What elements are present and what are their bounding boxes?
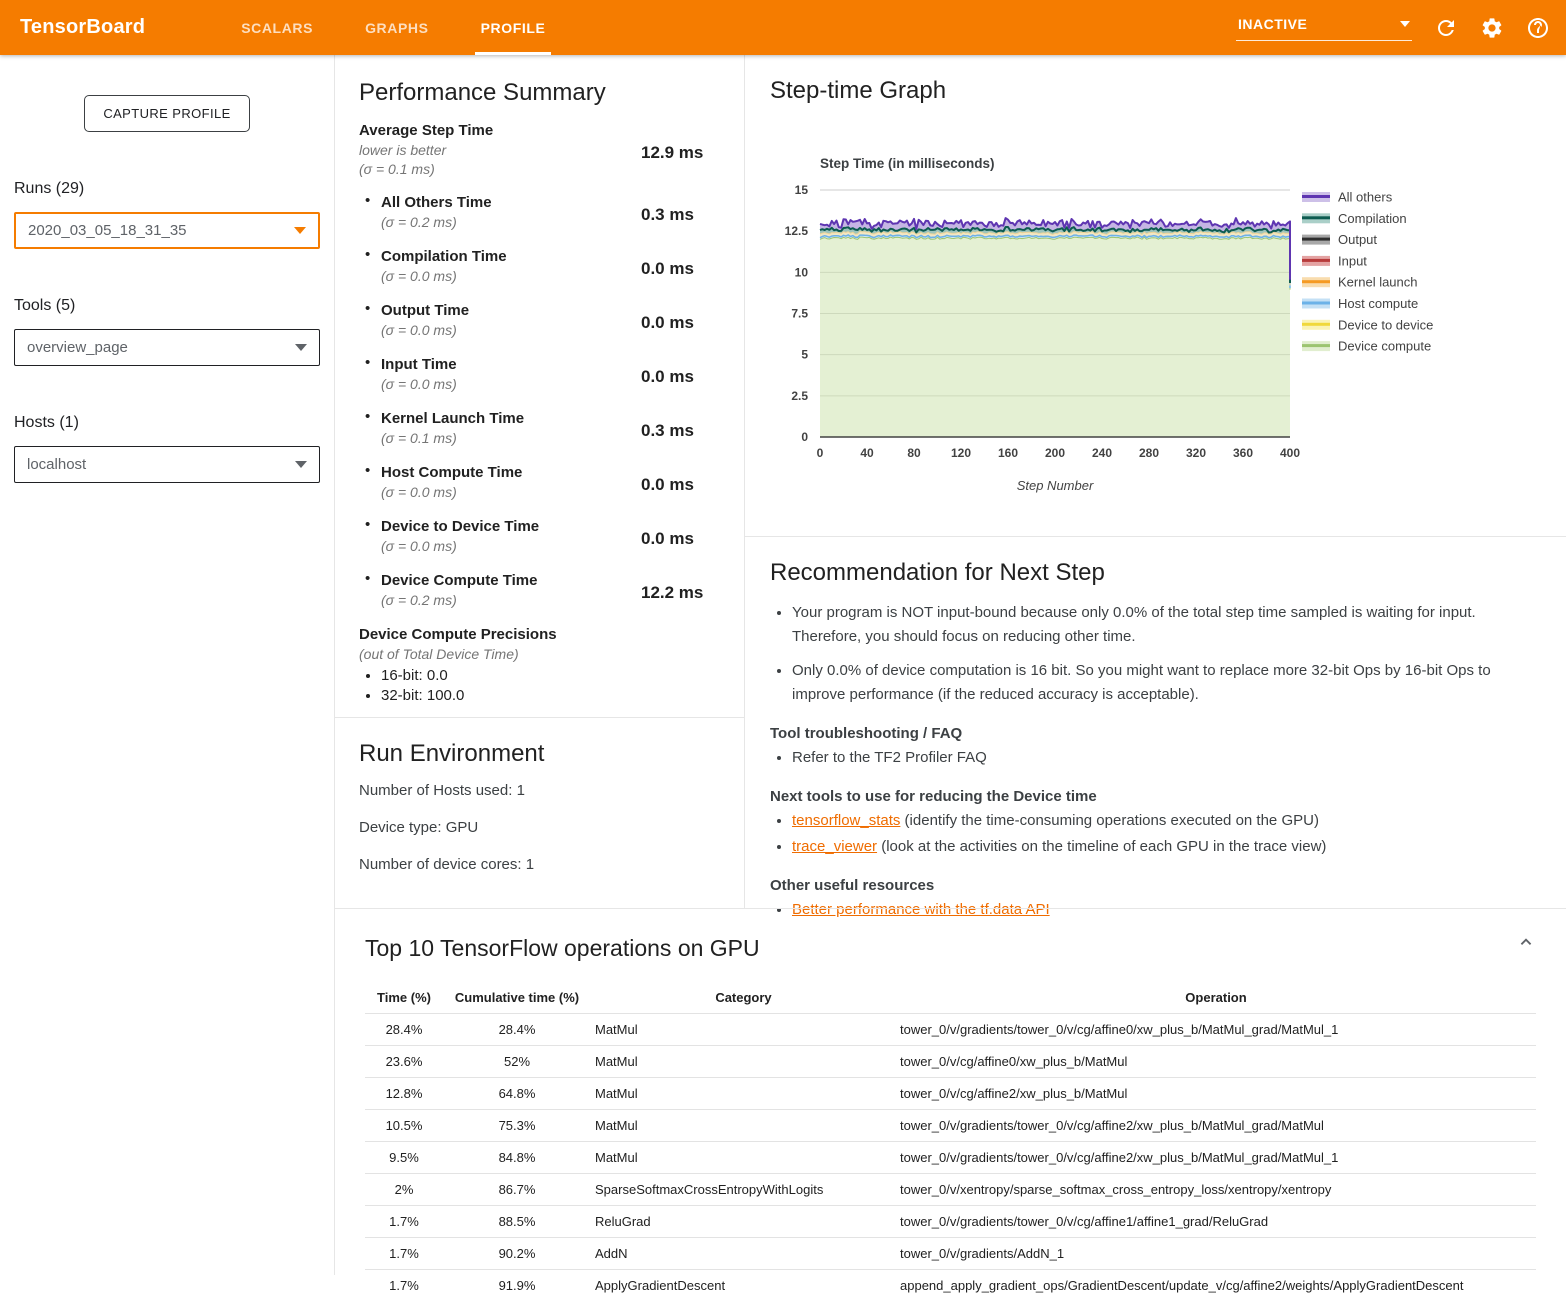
precision-32bit: • 32-bit: 100.0 <box>381 686 720 706</box>
metric-host-compute-time: • Host Compute Time (σ = 0.0 ms) 0.0 ms <box>359 463 720 502</box>
svg-text:360: 360 <box>1233 446 1253 460</box>
faq-bullet: • Refer to the TF2 Profiler FAQ <box>792 746 1541 770</box>
app-bar <box>0 0 1566 55</box>
svg-text:0: 0 <box>817 446 824 460</box>
gear-icon <box>1480 16 1504 40</box>
next-tool-item: • trace_viewer (look at the activities on the timeline of each GPU in the trace view) <box>792 835 1541 859</box>
svg-text:240: 240 <box>1092 446 1112 460</box>
svg-text:15: 15 <box>795 183 809 197</box>
reload-status-value: INACTIVE <box>1238 16 1307 32</box>
metric-value: 0.0 ms <box>641 463 694 502</box>
app-title: TensorBoard <box>20 16 145 39</box>
recommendation-title: Recommendation for Next Step <box>770 559 1541 587</box>
svg-text:Compilation: Compilation <box>1338 211 1407 226</box>
tools-label: Tools (5) <box>14 297 320 315</box>
device-compute-precisions: Device Compute Precisions (out of Total Device Time) • 16-bit: 0.0 • 32-bit: 100.0 <box>359 625 720 706</box>
metric-input-time: • Input Time (σ = 0.0 ms) 0.0 ms <box>359 355 720 394</box>
hosts-select[interactable] <box>14 446 320 483</box>
metric-compilation-time: • Compilation Time (σ = 0.0 ms) 0.0 ms <box>359 247 720 286</box>
capture-profile-button[interactable]: CAPTURE PROFILE <box>84 95 249 132</box>
trace-viewer-link[interactable]: trace_viewer <box>792 838 877 855</box>
refresh-icon <box>1434 16 1458 40</box>
legend-item <box>1302 253 1367 268</box>
recommendation-bullet: • Only 0.0% of device computation is 16 bit. So you might want to replace more 32-bit Ops by 16-bit Ops to improve performance (if the reduced accuracy is acceptable). <box>792 659 1541 707</box>
metric-value: 0.0 ms <box>641 247 694 286</box>
runs-select-value: 2020_03_05_18_31_35 <box>28 222 187 239</box>
svg-text:7.5: 7.5 <box>791 307 808 321</box>
col-operation: Operation <box>896 984 1536 1014</box>
svg-text:40: 40 <box>860 446 874 460</box>
chevron-down-icon <box>295 344 307 351</box>
device-type: Device type: GPU <box>359 819 720 836</box>
chart-legend <box>1302 190 1433 354</box>
svg-text:Device compute: Device compute <box>1338 339 1431 354</box>
svg-text:400: 400 <box>1280 446 1300 460</box>
table-header-row <box>365 984 1536 1014</box>
svg-text:5: 5 <box>801 348 808 362</box>
metric-value: 12.9 ms <box>641 121 703 179</box>
metric-value: 0.3 ms <box>641 193 694 232</box>
svg-text:Kernel launch: Kernel launch <box>1338 275 1418 290</box>
svg-text:120: 120 <box>951 446 971 460</box>
svg-text:280: 280 <box>1139 446 1159 460</box>
legend-item <box>1302 317 1433 332</box>
run-environment-card <box>335 718 744 915</box>
collapse-section-button[interactable] <box>1514 931 1538 955</box>
metric-value: 0.0 ms <box>641 301 694 340</box>
col-cumulative: Cumulative time (%) <box>443 984 591 1014</box>
metric-value: 0.0 ms <box>641 355 694 394</box>
svg-text:All others: All others <box>1338 190 1393 205</box>
tab-graphs[interactable]: GRAPHS <box>351 0 443 55</box>
settings-button[interactable] <box>1480 16 1504 40</box>
svg-text:2.5: 2.5 <box>791 389 808 403</box>
reload-status-select[interactable] <box>1236 14 1412 41</box>
svg-text:Host compute: Host compute <box>1338 296 1418 311</box>
hosts-used: Number of Hosts used: 1 <box>359 782 720 799</box>
metric-all-others-time: • All Others Time (σ = 0.2 ms) 0.3 ms <box>359 193 720 232</box>
main-tabs <box>215 0 571 55</box>
legend-item <box>1302 275 1418 290</box>
refresh-button[interactable] <box>1434 16 1458 40</box>
table-row: 12.8% 64.8% MatMul tower_0/v/cg/affine2/xw_plus_b/MatMul <box>365 1078 1536 1110</box>
performance-summary-title: Performance Summary <box>359 79 720 107</box>
legend-item <box>1302 232 1377 247</box>
svg-text:Input: Input <box>1338 253 1367 268</box>
chevron-up-icon <box>1515 931 1537 953</box>
metric-kernel-launch-time: • Kernel Launch Time (σ = 0.1 ms) 0.3 ms <box>359 409 720 448</box>
other-resources-subtitle: Other useful resources <box>770 877 1541 894</box>
svg-text:80: 80 <box>907 446 921 460</box>
chevron-down-icon <box>1400 21 1410 27</box>
hosts-select-value: localhost <box>27 456 86 473</box>
svg-text:Step Time (in milliseconds): Step Time (in milliseconds) <box>820 156 995 171</box>
legend-item <box>1302 211 1407 226</box>
svg-text:Output: Output <box>1338 232 1377 247</box>
next-tools-subtitle: Next tools to use for reducing the Device time <box>770 788 1541 805</box>
legend-item <box>1302 339 1431 354</box>
precision-16bit: • 16-bit: 0.0 <box>381 666 720 686</box>
recommendation-bullet: • Your program is NOT input-bound because only 0.0% of the total step time sampled is waiting for input. Therefore, you should focus on reducing other time. <box>792 601 1541 649</box>
table-row: 23.6% 52% MatMul tower_0/v/cg/affine0/xw_plus_b/MatMul <box>365 1046 1536 1078</box>
svg-text:200: 200 <box>1045 446 1065 460</box>
top-ops-title: Top 10 TensorFlow operations on GPU <box>365 935 1536 962</box>
svg-text:10: 10 <box>795 265 809 279</box>
sidebar <box>0 55 335 1275</box>
tab-profile[interactable]: PROFILE <box>467 0 560 55</box>
metric-value: 0.0 ms <box>641 517 694 556</box>
help-icon <box>1526 16 1550 40</box>
tensorflow-stats-link[interactable]: tensorflow_stats <box>792 812 900 829</box>
top-ops-card <box>335 908 1566 1275</box>
metric-value: 0.3 ms <box>641 409 694 448</box>
svg-text:0: 0 <box>801 430 808 444</box>
run-environment-title: Run Environment <box>359 740 720 768</box>
help-button[interactable] <box>1526 16 1550 40</box>
table-row: 1.7% 88.5% ReluGrad tower_0/v/gradients/tower_0/v/cg/affine1/affine1_grad/ReluGrad <box>365 1206 1536 1238</box>
runs-label: Runs (29) <box>14 180 320 198</box>
step-time-graph-card <box>745 55 1566 537</box>
col-time: Time (%) <box>365 984 443 1014</box>
step-time-chart <box>745 55 1566 537</box>
metric-value: 12.2 ms <box>641 571 703 610</box>
chevron-down-icon <box>295 461 307 468</box>
svg-text:320: 320 <box>1186 446 1206 460</box>
tools-select-value: overview_page <box>27 339 128 356</box>
recommendation-card <box>745 537 1566 922</box>
performance-summary-card <box>335 55 744 718</box>
metric-device-to-device-time: • Device to Device Time (σ = 0.0 ms) 0.0 ms <box>359 517 720 556</box>
svg-text:Step Number: Step Number <box>1017 478 1094 493</box>
col-category: Category <box>591 984 896 1014</box>
step-time-graph-title: Step-time Graph <box>770 77 946 105</box>
table-row: 1.7% 90.2% AddN tower_0/v/gradients/AddN_1 <box>365 1238 1536 1270</box>
device-cores: Number of device cores: 1 <box>359 856 720 873</box>
tfdata-performance-link[interactable]: Better performance with the tf.data API <box>792 901 1050 918</box>
tab-scalars[interactable]: SCALARS <box>227 0 327 55</box>
table-row: 28.4% 28.4% MatMul tower_0/v/gradients/tower_0/v/cg/affine0/xw_plus_b/MatMul_grad/MatMul_1 <box>365 1014 1536 1046</box>
svg-text:160: 160 <box>998 446 1018 460</box>
top-ops-table <box>365 984 1536 1301</box>
tools-select[interactable] <box>14 329 320 366</box>
faq-subtitle: Tool troubleshooting / FAQ <box>770 725 1541 742</box>
legend-item <box>1302 190 1393 205</box>
legend-item <box>1302 296 1418 311</box>
runs-select[interactable] <box>14 212 320 249</box>
svg-text:12.5: 12.5 <box>785 224 809 238</box>
metric-average-step-time: Average Step Time lower is better (σ = 0.1 ms) 12.9 ms <box>359 121 720 179</box>
table-row: 9.5% 84.8% MatMul tower_0/v/gradients/tower_0/v/cg/affine2/xw_plus_b/MatMul_grad/MatMul_1 <box>365 1142 1536 1174</box>
next-tool-item: • tensorflow_stats (identify the time-consuming operations executed on the GPU) <box>792 809 1541 833</box>
table-row: 2% 86.7% SparseSoftmaxCrossEntropyWithLogits tower_0/v/xentropy/sparse_softmax_cross_entropy_loss/xentropy/xentropy <box>365 1174 1536 1206</box>
metric-device-compute-time: • Device Compute Time (σ = 0.2 ms) 12.2 ms <box>359 571 720 610</box>
metric-output-time: • Output Time (σ = 0.0 ms) 0.0 ms <box>359 301 720 340</box>
hosts-label: Hosts (1) <box>14 414 320 432</box>
chevron-down-icon <box>294 227 306 234</box>
table-row: 10.5% 75.3% MatMul tower_0/v/gradients/tower_0/v/cg/affine2/xw_plus_b/MatMul_grad/MatMul <box>365 1110 1536 1142</box>
svg-text:Device to device: Device to device <box>1338 317 1433 332</box>
table-row: 1.7% 91.9% ApplyGradientDescent append_apply_gradient_ops/GradientDescent/update_v/cg/affine2/weights/ApplyGradientDescent <box>365 1270 1536 1301</box>
